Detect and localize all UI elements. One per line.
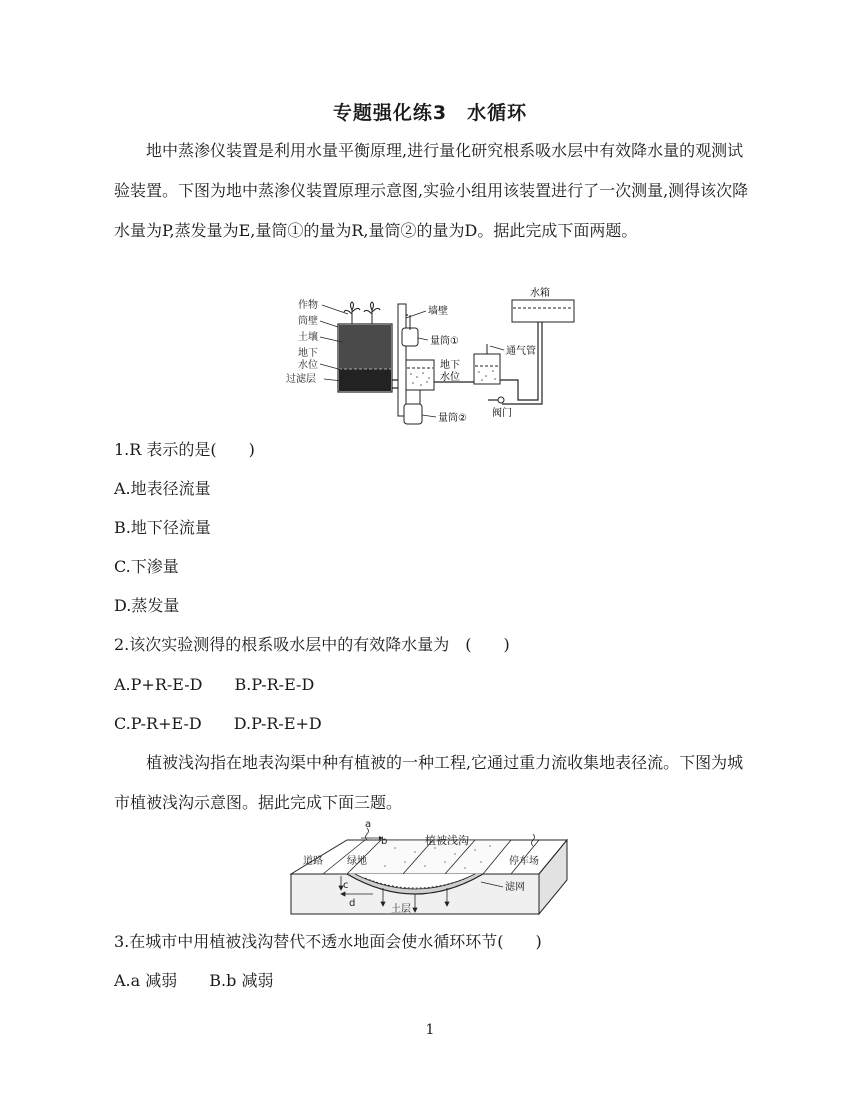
page-number: 1 (425, 1022, 435, 1038)
label-green-space: 绿地 (347, 856, 367, 867)
label-road: 道路 (303, 856, 323, 867)
label-parking-lot: 停车场 (509, 856, 539, 867)
question-2-options-row-1: A.P+R-E-D B.P-R-E-D (114, 675, 315, 694)
water-tank (512, 300, 574, 322)
label-wall: 墙壁 (428, 306, 448, 317)
question-2-options-row-2: C.P-R+E-D D.P-R-E+D (114, 714, 322, 733)
label-groundwater-right-1: 地下 (440, 360, 460, 371)
label-cylinder-1: 量筒① (430, 336, 459, 347)
intro-paragraph-2: 植被浅沟指在地表沟渠中种有植被的一种工程,它通过重力流收集地表径流。下图为城市植被浅沟示意图。据此完成下面三题。 (114, 753, 744, 812)
label-filter-net: 滤网 (505, 882, 525, 893)
valve-icon (498, 397, 504, 403)
label-d: d (349, 898, 356, 909)
question-1-stem: 1.R 表示的是( ) (114, 440, 255, 459)
label-b: b (381, 836, 388, 847)
lysimeter-diagram (280, 282, 590, 427)
label-water-tank: 水箱 (530, 288, 550, 299)
wall (398, 304, 406, 416)
label-groundwater-right-2: 水位 (440, 372, 460, 383)
question-2-stem: 2.该次实验测得的根系吸水层中的有效降水量为 ( ) (114, 635, 510, 654)
right-tank (474, 354, 500, 384)
label-vegetated-swale: 植被浅沟 (425, 834, 469, 847)
label-valve: 阀门 (492, 408, 512, 419)
plant-icon (344, 302, 380, 324)
intro-paragraph-1: 地中蒸渗仪装置是利用水量平衡原理,进行量化研究根系吸水层中有效降水量的观测试验装置。下图为地中蒸渗仪装置原理示意图,实验小组用该装置进行了一次测量,测得该次降水量为P,蒸发量为E,量筒①的量为R,量筒②的量为D。据此完成下面两题。 (114, 141, 749, 240)
label-a: a (365, 819, 372, 830)
label-cylinder-wall: 筒壁 (298, 316, 318, 327)
question-3-stem: 3.在城市中用植被浅沟替代不透水地面会使水循环环节( ) (114, 932, 542, 951)
label-soil-layer: 土层 (391, 904, 411, 915)
vegetated-swale-diagram (285, 818, 575, 918)
question-3-options-row-1: A.a 减弱 B.b 减弱 (114, 971, 274, 990)
label-vent-pipe: 通气管 (506, 346, 536, 357)
label-soil: 土壤 (298, 332, 318, 343)
label-groundwater-1: 地下 (298, 348, 318, 359)
label-filter-layer: 过滤层 (286, 374, 316, 385)
question-1-option-b: B.地下径流量 (114, 518, 211, 537)
question-1-option-c: C.下渗量 (114, 557, 179, 576)
soil-layer (339, 325, 391, 369)
page-title: 专题强化练3 水循环 (332, 102, 528, 124)
label-groundwater-2: 水位 (298, 360, 318, 371)
label-crop: 作物 (298, 300, 318, 311)
question-1-option-a: A.地表径流量 (114, 479, 211, 498)
question-1-option-d: D.蒸发量 (114, 596, 180, 615)
measuring-cylinder-1 (402, 328, 418, 346)
label-c: c (343, 880, 349, 891)
label-cylinder-2: 量筒② (438, 413, 467, 424)
measuring-cylinder-2 (404, 404, 422, 424)
filter-layer (339, 369, 391, 391)
